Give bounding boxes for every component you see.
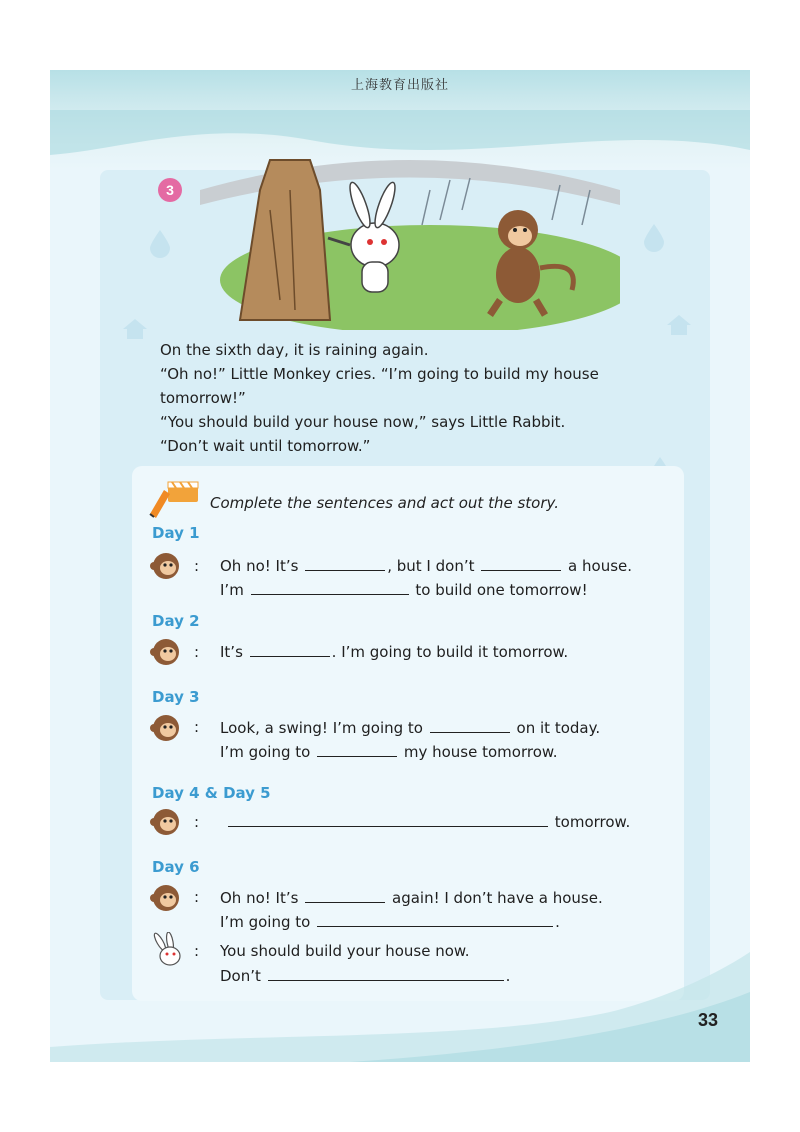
day-6-rabbit-line-1: You should build your house now. [220,942,470,960]
text-segment: . [555,913,560,931]
scene-number-badge: 3 [158,178,182,202]
answer-blank[interactable] [430,718,510,733]
text-segment: . [505,967,511,985]
story-line: On the sixth day, it is raining again. [160,341,429,359]
droplet-icon [148,228,172,258]
day-2-line-1 [220,642,568,661]
text-segment: Oh no! It’s [220,557,299,575]
answer-blank[interactable] [305,888,385,903]
story-illustration [200,150,620,330]
text-segment: I’m [220,581,244,599]
house-icon [666,314,692,336]
answer-blank[interactable] [317,912,553,927]
text-segment: my house tomorrow. [403,743,558,761]
monkey-face-icon [150,550,182,582]
story-line: tomorrow!” [160,389,246,407]
day-6-monkey-line-1 [220,888,603,907]
page-number: 33 [698,1010,719,1030]
day-1-title: Day 1 [152,524,200,542]
monkey-face-icon [150,636,182,668]
exercise-box [132,466,684,1001]
answer-blank[interactable] [317,742,397,757]
footer-wave-decoration [50,952,750,1062]
pencil-clapperboard-icon [146,476,204,518]
day-4-5-title: Day 4 & Day 5 [152,784,271,802]
answer-blank[interactable] [251,580,409,595]
house-icon [122,318,148,340]
day-1-line-2 [220,580,588,599]
text-segment: I’m going to [220,913,311,931]
story-line: “You should build your house now,” says Little Rabbit. [160,413,566,431]
speaker-colon: : [194,557,200,575]
text-segment: . I’m going to build it tomorrow. [331,643,569,661]
day-3-title: Day 3 [152,688,200,706]
day-4-5-line-1 [226,812,630,831]
speaker-colon: : [194,718,200,736]
speaker-colon: : [194,942,200,960]
day-2-title: Day 2 [152,612,200,630]
story-line: “Oh no!” Little Monkey cries. “I’m going to build my house [160,365,599,383]
monkey-face-icon [150,806,182,838]
day-3-line-1 [220,718,600,737]
monkey-face-icon [150,882,182,914]
text-segment: on it today. [516,719,601,737]
text-segment: , but I don’t [387,557,475,575]
story-line: “Don’t wait until tomorrow.” [160,437,371,455]
text-segment: Oh no! It’s [220,889,299,907]
monkey-face-icon [150,712,182,744]
speaker-colon: : [194,813,200,831]
text-segment: again! I don’t have a house. [392,889,603,907]
answer-blank[interactable] [305,556,385,571]
exercise-instruction: Complete the sentences and act out the story. [210,494,559,512]
text-segment: Don’t [220,967,261,985]
textbook-page [50,70,750,1062]
story-text [160,338,680,458]
answer-blank[interactable] [481,556,561,571]
text-segment: to build one tomorrow! [415,581,588,599]
text-segment: It’s [220,643,243,661]
text-segment: tomorrow. [554,813,631,831]
answer-blank[interactable] [250,642,330,657]
text-segment: a house. [568,557,633,575]
text-segment: I’m going to [220,743,311,761]
day-3-line-2 [220,742,558,761]
speaker-colon: : [194,643,200,661]
day-6-title: Day 6 [152,858,200,876]
day-1-line-1 [220,556,632,575]
speaker-colon: : [194,888,200,906]
text-segment: Look, a swing! I’m going to [220,719,423,737]
answer-blank[interactable] [228,812,548,827]
droplet-icon [642,222,666,252]
publisher-name: 上海教育出版社 [350,78,449,93]
day-6-monkey-line-2 [220,912,560,931]
